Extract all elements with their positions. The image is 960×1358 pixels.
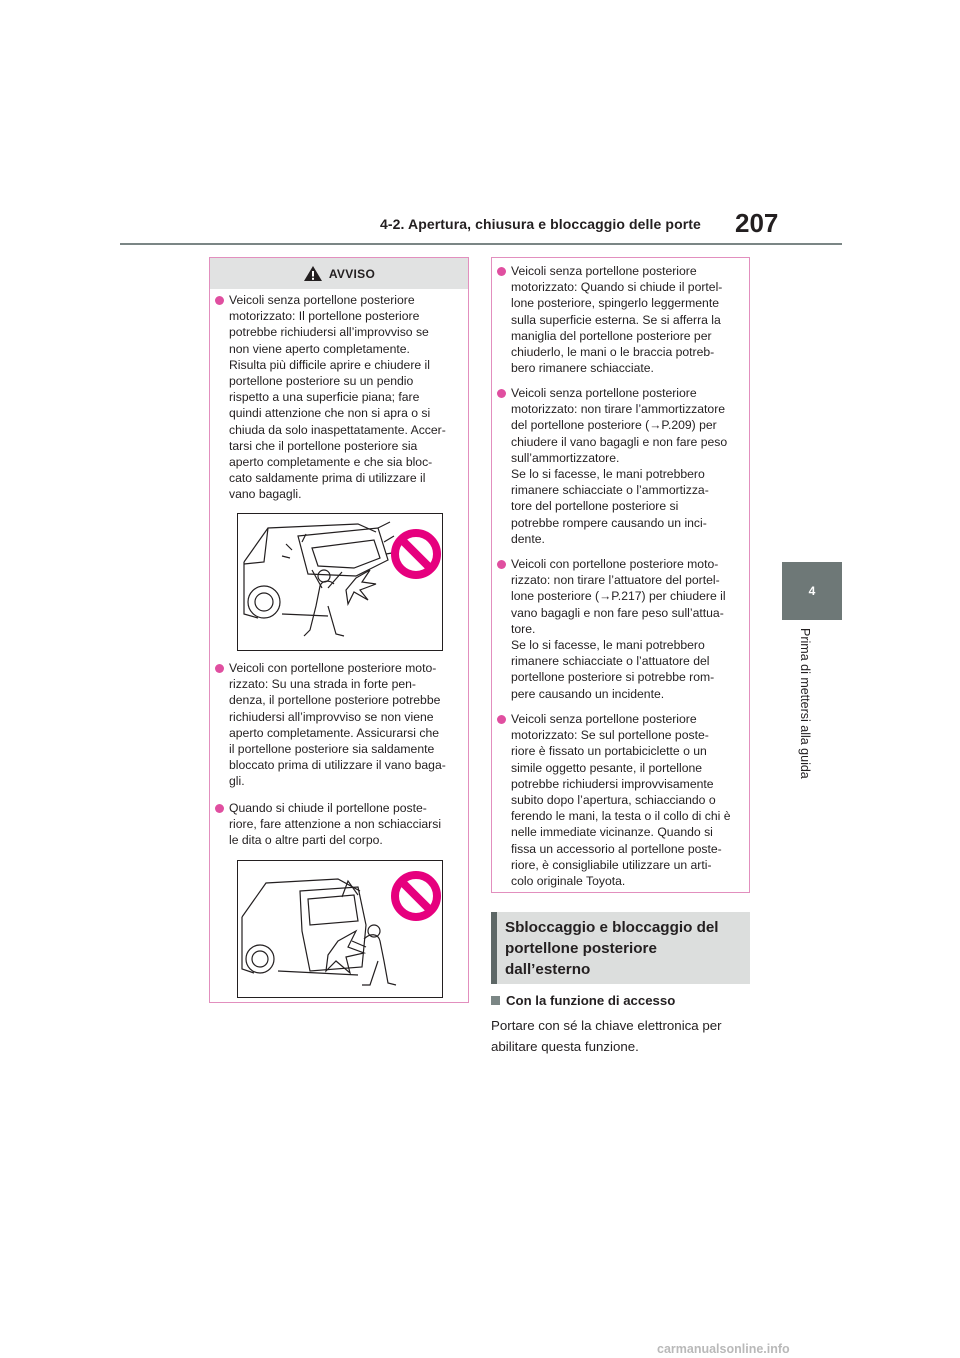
- subsection-body: Portare con sé la chiave elettronica per abilitare questa funzione.: [491, 1018, 722, 1054]
- chapter-side-label-text: Prima di mettersi alla guida: [798, 628, 812, 779]
- warning-title: AVVISO: [328, 266, 376, 281]
- section-heading-box: [491, 912, 750, 984]
- bullet-icon: [497, 389, 506, 398]
- warning-item: Veicoli senza portellone posteriore motorizzato: Quando si chiude il portel- lone posteriore, spingerlo leggermente sulla superficie esterna. Se si afferra la maniglia del portellone posteriore per chiuderlo, le mani o le braccia potreb- bero rimanere schiacciate.: [492, 263, 747, 376]
- warning-item: Veicoli senza portellone posteriore motorizzato: Il portellone posteriore potrebbe richiudersi all’improvviso se non viene aperto completamente. Risulta più difficile aprire e chiudere il portellone posteriore su un pendio rispetto a una superficie piana; fare quindi attenzione che non si apra o si chiuda da solo inaspettatamente. Accer- tarsi che il portellone posteriore sia aperto completamente e che sia bloc- cato saldamente prima di utilizzare il vano bagagli.: [210, 292, 466, 503]
- warning-item: Veicoli senza portellone posteriore motorizzato: non tirare l’ammortizzatore del portellone posteriore (→P.209) per chiudere il vano bagagli e non fare peso sull’ammortizzatore. Se lo si facesse, le mani potrebbero rimanere schiacciate o l’ammortizza- tore del portellone posteriore si potrebbe rompere causando un inci- dente.: [492, 385, 747, 547]
- warning-box-left: [209, 257, 469, 1003]
- subsection-title: Con la funzione di accesso: [506, 993, 676, 1008]
- prohibited-icon: [390, 528, 442, 580]
- warning-box-right: [491, 257, 750, 893]
- bullet-icon: [497, 560, 506, 569]
- header-divider: [120, 243, 842, 245]
- warning-item: Veicoli senza portellone posteriore motorizzato: Se sul portellone poste- riore è fissato un portabiciclette o un simile oggetto pesante, il portellone potrebbe richiudersi improvvisamente subito dopo l’apertura, schiacciando o ferendo le mani, la testa o il collo di chi è nelle immediate vicinanze. Quando si fissa un accessorio al portellone poste- riore, è consigliabile utilizzare un arti- colo originale Toyota.: [492, 711, 747, 889]
- chapter-side-label: [800, 628, 824, 803]
- prohibited-icon: [390, 870, 442, 922]
- bullet-icon: [497, 267, 506, 276]
- bullet-icon: [497, 715, 506, 724]
- warning-header: [210, 258, 468, 289]
- subsection-heading: [491, 993, 675, 1008]
- chapter-heading: 4-2. Apertura, chiusura e bloccaggio delle porte: [380, 216, 701, 232]
- warning-item: Veicoli con portellone posteriore moto- rizzato: non tirare l’attuatore del portel- lone posteriore (→P.217) per chiudere il vano bagagli e non fare peso sull’attua- tore. Se lo si facesse, le mani potrebbero rimanere schiacciate o l’attuatore del portellone posteriore si potrebbe rom- pere causando un incidente.: [492, 556, 747, 702]
- warning-item: Quando si chiude il portellone poste- riore, fare attenzione a non schiacciarsi le dita o altre parti del corpo.: [210, 800, 466, 849]
- bullet-icon: [215, 296, 224, 305]
- warning-triangle-icon: [303, 265, 323, 282]
- bullet-icon: [215, 664, 224, 673]
- bullet-icon: [215, 804, 224, 813]
- square-bullet-icon: [491, 996, 500, 1005]
- page-number: 207: [735, 208, 779, 238]
- watermark: carmanualsonline.info: [657, 1342, 790, 1356]
- warning-item: Veicoli con portellone posteriore moto- rizzato: Su una strada in forte pen- denza, il portellone posteriore potrebbe richiudersi all’improvviso se non viene aperto completamente. Assicurarsi che il portellone posteriore sia saldamente bloccato prima di utilizzare il vano baga- gli.: [210, 660, 466, 790]
- chapter-tab: 4: [782, 562, 842, 620]
- section-heading: Sbloccaggio e bloccaggio del portellone posteriore dall’esterno: [505, 919, 719, 978]
